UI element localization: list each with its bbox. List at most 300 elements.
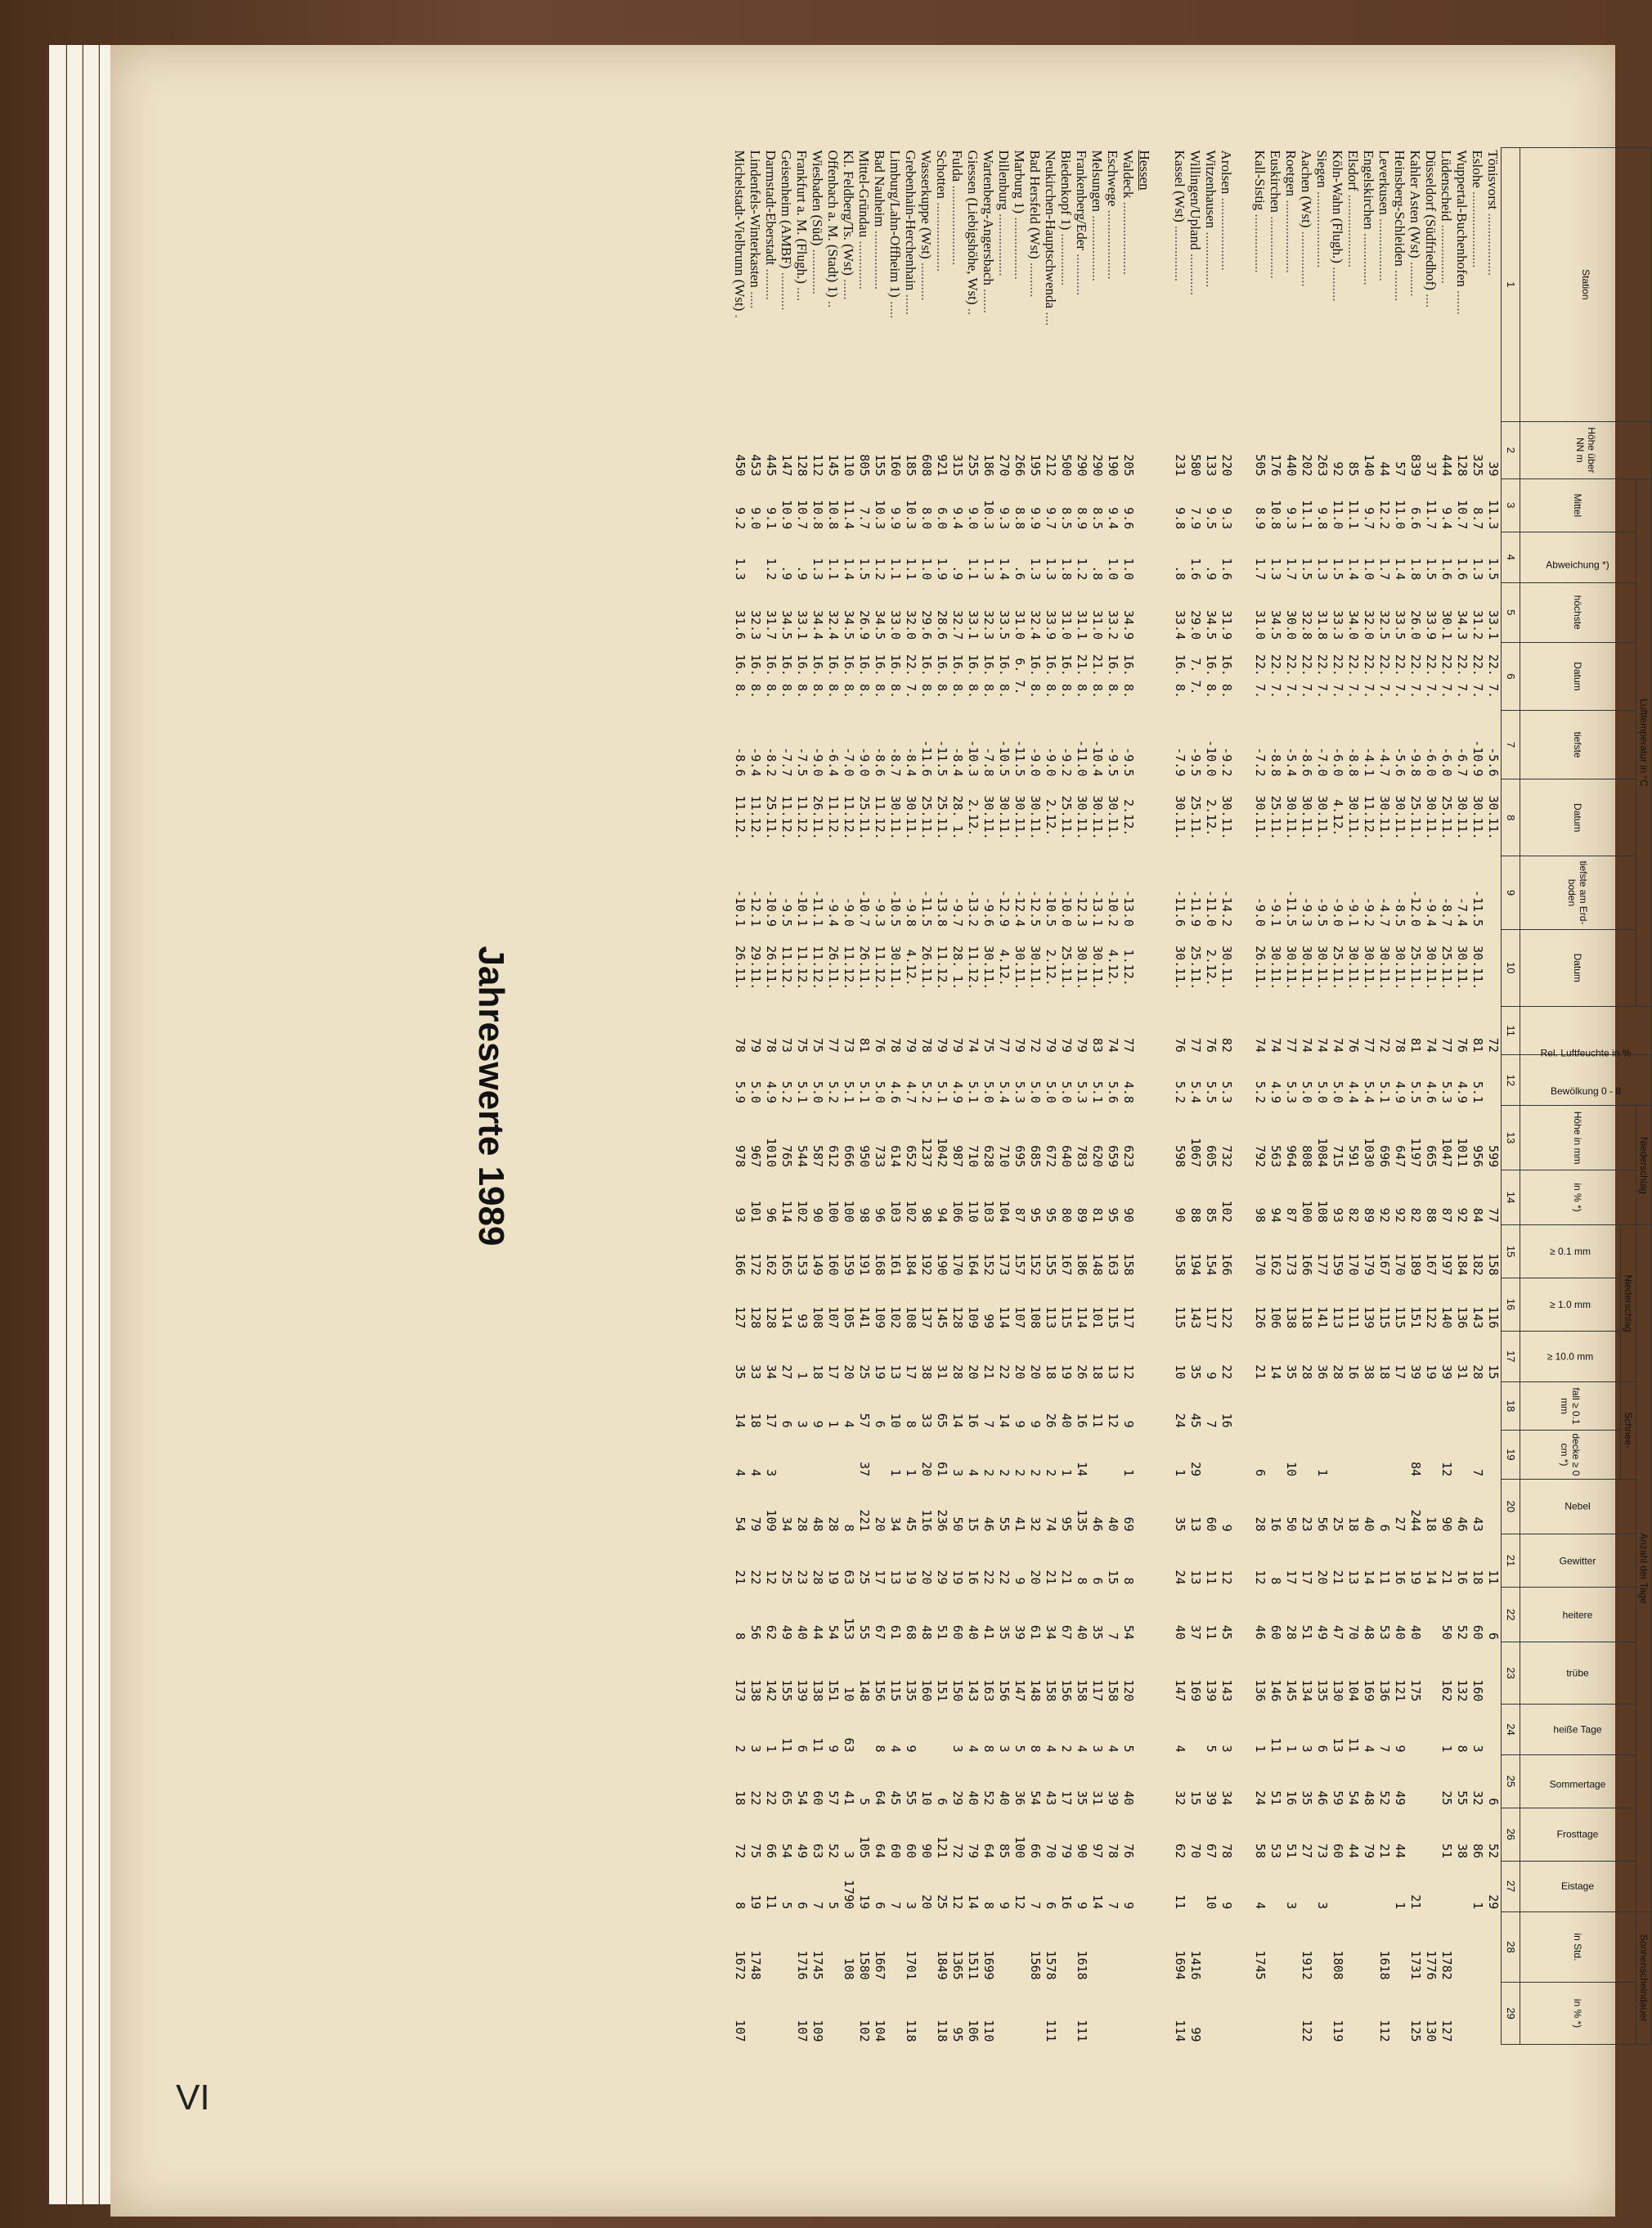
table-row xyxy=(1074,148,1089,2045)
table-cell: 3 xyxy=(795,1420,810,1428)
table-cell: 2.12. xyxy=(1044,949,1058,986)
table-cell: 987 xyxy=(950,1145,965,1168)
table-cell: 167 xyxy=(1424,1253,1439,1276)
table-cell: 1.3 xyxy=(1470,558,1485,581)
table-cell: 8 xyxy=(1028,1745,1043,1753)
table-cell: 623 xyxy=(1121,1145,1136,1168)
table-cell xyxy=(779,1983,794,2045)
table-cell: 44 xyxy=(1393,1844,1407,1859)
table-cell: 145 xyxy=(935,1306,949,1329)
table-cell: 160 xyxy=(1470,1679,1485,1702)
table-cell: 113 xyxy=(1044,1306,1058,1329)
table-cell: 1716 xyxy=(795,1950,810,1980)
table-cell xyxy=(1012,1983,1027,2045)
table-cell: 138 xyxy=(748,1679,763,1702)
table-cell: 128 xyxy=(764,1306,779,1329)
table-cell: 93 xyxy=(795,1314,810,1329)
table-cell: 100 xyxy=(842,1200,856,1223)
table-cell: 30.11. xyxy=(1362,946,1376,990)
table-cell: 110 xyxy=(842,454,856,477)
table-cell: 141 xyxy=(857,1306,872,1329)
table-cell: 44 xyxy=(1346,1844,1361,1859)
table-cell xyxy=(887,1911,903,1982)
table-cell: 978 xyxy=(733,1145,747,1168)
table-cell: 39 xyxy=(1486,461,1501,477)
table-cell: -8.5 xyxy=(1393,896,1407,928)
table-cell: 4 xyxy=(748,1469,763,1477)
table-row xyxy=(903,148,918,2045)
header-datum-1: Datum xyxy=(1520,642,1636,711)
station-label: Waldeck xyxy=(1120,150,1136,199)
table-cell: 2 xyxy=(1044,1469,1058,1477)
table-cell: 5.0 xyxy=(981,1080,996,1103)
table-cell: 143 xyxy=(966,1679,981,1702)
table-cell: 77 xyxy=(997,1037,1012,1053)
table-cell xyxy=(1454,1911,1470,1982)
table-cell: 173 xyxy=(997,1253,1012,1276)
table-cell: 119 xyxy=(1331,2019,1345,2042)
table-cell: 1.5 xyxy=(857,558,872,581)
table-cell: 82 xyxy=(1408,1207,1423,1223)
table-cell: 102 xyxy=(795,1200,810,1223)
table-cell: 10 xyxy=(888,1413,903,1428)
table-cell: 1365 xyxy=(950,1950,965,1980)
table-cell: 30.11. xyxy=(1377,946,1392,990)
table-cell: 4.6 xyxy=(888,1080,903,1103)
table-cell xyxy=(1392,1983,1407,2045)
table-cell: 29.11. xyxy=(748,946,763,990)
table-cell: 1672 xyxy=(733,1950,747,1980)
table-cell: 27 xyxy=(1300,1844,1314,1859)
table-cell: 163 xyxy=(1106,1253,1120,1276)
table-cell: 9.2 xyxy=(733,507,747,530)
table-cell: 1.2 xyxy=(1075,558,1089,581)
table-cell: 25.11. xyxy=(919,795,934,840)
table-cell: 37 xyxy=(1424,461,1439,477)
table-cell: 122 xyxy=(1219,1306,1234,1329)
station-label: Lindenfels-Winterkasten xyxy=(747,150,763,288)
leader-dots: ................. xyxy=(1252,210,1268,273)
table-cell: 599 xyxy=(1486,1145,1501,1168)
table-cell: 166 xyxy=(733,1253,747,1276)
table-cell: 30.11. xyxy=(1090,795,1105,840)
table-cell: 86 xyxy=(1470,1844,1485,1859)
station-label: Heinsberg-Schleiden xyxy=(1392,150,1407,267)
table-cell: -4.7 xyxy=(1377,896,1392,928)
table-cell: 33.1 xyxy=(795,610,810,640)
table-cell: 31 xyxy=(935,1364,949,1380)
table-cell: 5.0 xyxy=(1300,1080,1314,1103)
table-cell: 10.8 xyxy=(810,500,825,530)
table-cell: 1 xyxy=(764,1745,779,1753)
table-cell: 839 xyxy=(1408,454,1423,477)
table-cell: 16. 8. xyxy=(1121,654,1136,699)
table-cell: 62 xyxy=(1173,1844,1187,1859)
table-cell: 28 xyxy=(1470,1364,1485,1380)
table-cell: 37 xyxy=(1188,1624,1203,1640)
table-cell: 11.12. xyxy=(1362,795,1376,840)
table-cell: 54 xyxy=(826,1624,841,1640)
column-number: 5 xyxy=(1502,582,1520,642)
table-cell: 76 xyxy=(1173,1037,1187,1053)
table-cell: 25.11. xyxy=(1408,795,1423,840)
table-cell: -8.7 xyxy=(888,747,903,777)
table-cell: 9 xyxy=(1204,1372,1219,1380)
leader-dots: ................. xyxy=(1439,221,1454,284)
table-cell xyxy=(1027,1983,1043,2045)
table-cell: -13.2 xyxy=(966,889,981,928)
table-cell: 5.0 xyxy=(810,1080,825,1103)
table-row xyxy=(1407,148,1423,2045)
leader-dots: ..... xyxy=(887,297,903,319)
table-cell: 108 xyxy=(810,1306,825,1329)
table-cell: 98 xyxy=(1253,1207,1268,1223)
table-cell: 11.12. xyxy=(842,795,856,840)
table-row xyxy=(747,148,763,2045)
table-cell: -9.2 xyxy=(1059,747,1074,777)
station-label: Darmstadt-Eberstadt xyxy=(763,150,779,266)
table-cell: 8 xyxy=(873,1745,887,1753)
table-cell: 191 xyxy=(857,1253,872,1276)
table-cell xyxy=(1058,1983,1074,2045)
table-row xyxy=(949,148,965,2045)
table-cell xyxy=(1454,1381,1470,1430)
table-cell: 5 xyxy=(826,1902,841,1910)
table-cell: 16. 8. xyxy=(1044,654,1058,699)
table-cell: 16. 8. xyxy=(1028,654,1043,699)
table-cell: 8.9 xyxy=(1075,507,1089,530)
table-cell: 46 xyxy=(981,1516,996,1532)
table-cell xyxy=(1268,1381,1283,1430)
table-cell: 90 xyxy=(919,1844,934,1859)
table-cell: 159 xyxy=(842,1253,856,1276)
station-name xyxy=(903,148,918,422)
header-datum-3: Datum xyxy=(1520,929,1636,1006)
table-row xyxy=(1252,148,1268,2045)
table-cell: 1.1 xyxy=(966,558,981,581)
header-heisse-tage: heiße Tage xyxy=(1520,1704,1636,1754)
column-number: 25 xyxy=(1502,1755,1520,1808)
station-name xyxy=(841,148,856,422)
table-cell: 11.12. xyxy=(779,946,794,990)
table-cell: 2.12. xyxy=(1204,949,1219,986)
table-cell: 112 xyxy=(810,454,825,477)
table-cell: 16. 8. xyxy=(764,654,779,699)
table-row xyxy=(794,148,810,2045)
table-cell: 61 xyxy=(888,1624,903,1640)
table-cell: 505 xyxy=(1253,454,1268,477)
table-cell: 40 xyxy=(1362,1516,1376,1532)
table-cell: 78 xyxy=(888,1037,903,1053)
table-cell: 1.6 xyxy=(1439,558,1454,581)
column-number: 8 xyxy=(1502,779,1520,856)
station-name xyxy=(981,148,996,422)
table-cell: 5.2 xyxy=(919,1080,934,1103)
table-cell: 17 xyxy=(1300,1570,1314,1585)
table-cell xyxy=(1268,1983,1283,2045)
table-cell: 136 xyxy=(1455,1306,1470,1329)
table-cell: 151 xyxy=(826,1679,841,1702)
table-cell: 82 xyxy=(1346,1207,1361,1223)
table-cell: 45 xyxy=(1219,1624,1234,1640)
table-cell: 35 xyxy=(1284,1364,1299,1380)
table-cell: -10.4 xyxy=(1090,739,1105,777)
table-cell: 4 xyxy=(966,1745,981,1753)
table-cell: 1.3 xyxy=(1028,558,1043,581)
table-cell: 3 xyxy=(1300,1745,1314,1753)
leader-dots: ............ xyxy=(1074,249,1089,296)
table-cell: 9.7 xyxy=(1362,507,1376,530)
table-cell: -12.4 xyxy=(1012,889,1027,928)
station-name xyxy=(1283,148,1299,422)
table-cell: 11 xyxy=(764,1894,779,1910)
table-cell: 1.3 xyxy=(1044,558,1058,581)
table-cell: 33.9 xyxy=(1044,610,1058,640)
table-cell: 49 xyxy=(795,1844,810,1859)
table-cell: 101 xyxy=(1090,1306,1105,1329)
table-cell: 11 xyxy=(1377,1570,1392,1585)
table-cell: 128 xyxy=(795,454,810,477)
table-cell: 16. 8. xyxy=(950,654,965,699)
table-cell: -10.0 xyxy=(1204,739,1219,777)
table-cell xyxy=(996,1983,1012,2045)
table-cell: -10.1 xyxy=(795,889,810,928)
header-tiefste: tiefste xyxy=(1520,711,1636,779)
table-cell: -12.5 xyxy=(1028,889,1043,928)
station-label: Bad Nauheim xyxy=(872,150,887,227)
table-cell: 1 xyxy=(1284,1745,1299,1753)
table-cell: 24 xyxy=(1173,1570,1187,1585)
table-cell: 4 xyxy=(1106,1745,1120,1753)
table-cell: 100 xyxy=(1012,1835,1027,1859)
column-number: 9 xyxy=(1502,856,1520,929)
table-cell: 5.2 xyxy=(826,1080,841,1103)
table-cell: 102 xyxy=(888,1306,903,1329)
table-cell: 118 xyxy=(1300,1306,1314,1329)
table-cell: 72 xyxy=(1377,1037,1392,1053)
table-cell: 56 xyxy=(748,1624,763,1640)
table-cell: 30.11. xyxy=(1470,795,1485,840)
table-cell xyxy=(747,532,763,582)
table-cell: 16 xyxy=(1393,1570,1407,1585)
table-cell: 266 xyxy=(1012,454,1027,477)
table-cell xyxy=(841,1431,856,1479)
table-cell: 34 xyxy=(779,1516,794,1532)
table-cell: 94 xyxy=(1268,1207,1283,1223)
table-cell: 104 xyxy=(997,1200,1012,1223)
station-name xyxy=(1105,148,1120,422)
header-sonnenscheindauer: Sonnenscheindauer xyxy=(1636,1911,1652,2044)
header-datum-2: Datum xyxy=(1520,779,1636,856)
table-cell: 7 xyxy=(1470,1469,1485,1477)
table-cell: 108 xyxy=(842,1957,856,1980)
table-cell: 117 xyxy=(1090,1679,1105,1702)
table-cell: 88 xyxy=(1424,1207,1439,1223)
table-row xyxy=(1376,148,1392,2045)
table-cell: 6 xyxy=(779,1420,794,1428)
table-cell: 8.7 xyxy=(1470,507,1485,530)
table-cell: 32.0 xyxy=(1362,610,1376,640)
table-cell: 12 xyxy=(1219,1570,1234,1585)
table-cell: 28.6 xyxy=(935,610,949,640)
table-cell: 145 xyxy=(826,454,841,477)
table-cell: 93 xyxy=(1331,1207,1345,1223)
table-cell: 1.3 xyxy=(810,558,825,581)
table-cell: 135 xyxy=(904,1679,918,1702)
table-cell: 85 xyxy=(997,1844,1012,1859)
table-cell: 167 xyxy=(1377,1253,1392,1276)
table-cell: 21 xyxy=(981,1364,996,1380)
table-cell: 95 xyxy=(1028,1207,1043,1223)
table-cell: 20 xyxy=(1012,1364,1027,1380)
table-cell: 22 xyxy=(981,1570,996,1585)
leader-dots: .. xyxy=(825,297,841,308)
table-cell: -8.8 xyxy=(1346,747,1361,777)
table-cell: .9 xyxy=(795,565,810,581)
table-cell: 10 xyxy=(1204,1894,1219,1910)
table-cell: 67 xyxy=(873,1624,887,1640)
table-cell: 156 xyxy=(997,1679,1012,1702)
table-cell: 134 xyxy=(1300,1679,1314,1702)
table-cell: 75 xyxy=(810,1037,825,1053)
table-cell: -6.0 xyxy=(1439,747,1454,777)
table-cell: 68 xyxy=(904,1624,918,1640)
table-cell: 169 xyxy=(1188,1679,1203,1702)
table-cell: 128 xyxy=(950,1306,965,1329)
table-cell: 116 xyxy=(1486,1306,1501,1329)
station-name xyxy=(763,148,779,422)
table-cell: -9.7 xyxy=(950,896,965,928)
table-cell: 6 xyxy=(1486,1632,1501,1640)
table-cell: 1.3 xyxy=(1268,558,1283,581)
table-cell: -9.1 xyxy=(1268,896,1283,928)
table-cell xyxy=(996,1911,1012,1982)
table-cell: 1667 xyxy=(873,1950,887,1980)
table-cell: 5.1 xyxy=(966,1080,981,1103)
table-row xyxy=(1268,148,1283,2045)
table-cell: 103 xyxy=(888,1200,903,1223)
table-cell: 9.9 xyxy=(1028,507,1043,530)
table-cell: 7. 7. xyxy=(1188,658,1203,695)
leader-dots: ............... xyxy=(1058,230,1074,286)
table-cell xyxy=(1283,1911,1299,1982)
leader-dots: ................... xyxy=(1089,212,1105,282)
table-cell: 72 xyxy=(1028,1037,1043,1053)
column-number: 10 xyxy=(1502,929,1520,1006)
table-cell: 44 xyxy=(1377,461,1392,477)
table-cell: 30.11. xyxy=(1284,946,1299,990)
table-cell xyxy=(1187,1704,1203,1754)
table-cell: 41 xyxy=(1012,1516,1027,1532)
table-cell: 15 xyxy=(1106,1570,1120,1585)
table-cell: 78 xyxy=(1106,1844,1120,1859)
table-cell: 8.5 xyxy=(1059,507,1074,530)
table-cell: 14 xyxy=(966,1894,981,1910)
table-cell: 55 xyxy=(904,1790,918,1806)
table-cell: 55 xyxy=(857,1624,872,1640)
table-row xyxy=(841,148,856,2045)
table-cell: 967 xyxy=(748,1145,763,1168)
table-cell xyxy=(825,1911,841,1982)
table-cell: 154 xyxy=(1204,1253,1219,1276)
table-cell: 11.0 xyxy=(1393,500,1407,530)
table-cell: 1694 xyxy=(1173,1950,1187,1980)
table-cell: 4 xyxy=(733,1469,747,1477)
table-cell xyxy=(1299,1431,1314,1479)
table-cell: 57 xyxy=(857,1413,872,1428)
table-cell: 143 xyxy=(1470,1306,1485,1329)
table-cell: 1042 xyxy=(935,1138,949,1168)
column-number: 16 xyxy=(1502,1278,1520,1332)
table-cell: 160 xyxy=(888,454,903,477)
table-cell: 30.11. xyxy=(904,795,918,840)
table-cell: 2.12. xyxy=(1044,799,1058,837)
table-cell: 9.9 xyxy=(888,507,903,530)
table-cell: 6 xyxy=(1090,1577,1105,1585)
table-cell: 30.11. xyxy=(1075,795,1089,840)
table-cell: 122 xyxy=(1424,1306,1439,1329)
table-cell: 500 xyxy=(1059,454,1074,477)
table-cell: 19 xyxy=(857,1894,872,1910)
table-cell: 11.12. xyxy=(733,795,747,840)
table-cell: 26 xyxy=(1075,1364,1089,1380)
table-cell: 1745 xyxy=(1253,1950,1268,1980)
station-label: Offenbach a. M. (Stadt) 1) xyxy=(825,150,841,298)
table-cell: 9.5 xyxy=(1204,507,1219,530)
table-cell: 60 xyxy=(888,1844,903,1859)
table-cell: 22. 7. xyxy=(1268,654,1283,699)
table-cell: 710 xyxy=(966,1145,981,1168)
table-cell: 17 xyxy=(1284,1570,1299,1585)
table-cell: 31 xyxy=(1090,1790,1105,1806)
table-cell: 5.6 xyxy=(1106,1080,1120,1103)
table-cell: 76 xyxy=(1455,1037,1470,1053)
table-row xyxy=(1361,148,1376,2045)
table-cell: 99 xyxy=(1188,2027,1203,2042)
table-cell: 122 xyxy=(1300,2019,1314,2042)
station-name xyxy=(918,148,934,422)
table-cell: 109 xyxy=(810,2019,825,2042)
table-cell: 185 xyxy=(904,454,918,477)
table-row xyxy=(1187,148,1203,2045)
leader-dots: .................... xyxy=(934,199,949,272)
table-cell: 22. 7. xyxy=(1470,654,1485,699)
table-cell: 169 xyxy=(1362,1679,1376,1702)
leader-dots: .......... xyxy=(1027,258,1043,298)
table-cell: 95 xyxy=(1106,1207,1120,1223)
station-name xyxy=(1454,148,1470,422)
table-cell xyxy=(1485,856,1502,929)
table-cell: 30.0 xyxy=(1284,610,1299,640)
leader-dots: ......... xyxy=(1392,266,1407,302)
table-cell: 82 xyxy=(1219,1037,1234,1053)
table-cell: 30.11. xyxy=(1173,946,1187,990)
station-name xyxy=(1299,148,1314,422)
table-cell: 60 xyxy=(1331,1844,1345,1859)
table-cell: 32.7 xyxy=(950,610,965,640)
table-cell: 1011 xyxy=(1455,1138,1470,1168)
table-cell: 22. 7. xyxy=(1346,654,1361,699)
table-cell: -4.7 xyxy=(1377,747,1392,777)
leader-dots: ............. xyxy=(810,245,825,294)
header-eistage: Eistage xyxy=(1520,1861,1636,1911)
table-cell: 30.11. xyxy=(981,795,996,840)
station-label: Wuppertal-Buchenhofen xyxy=(1454,150,1470,287)
table-cell: 18 xyxy=(1090,1364,1105,1380)
table-cell xyxy=(1423,1808,1439,1861)
table-cell: 30.11. xyxy=(1393,795,1407,840)
table-cell: 184 xyxy=(904,1253,918,1276)
